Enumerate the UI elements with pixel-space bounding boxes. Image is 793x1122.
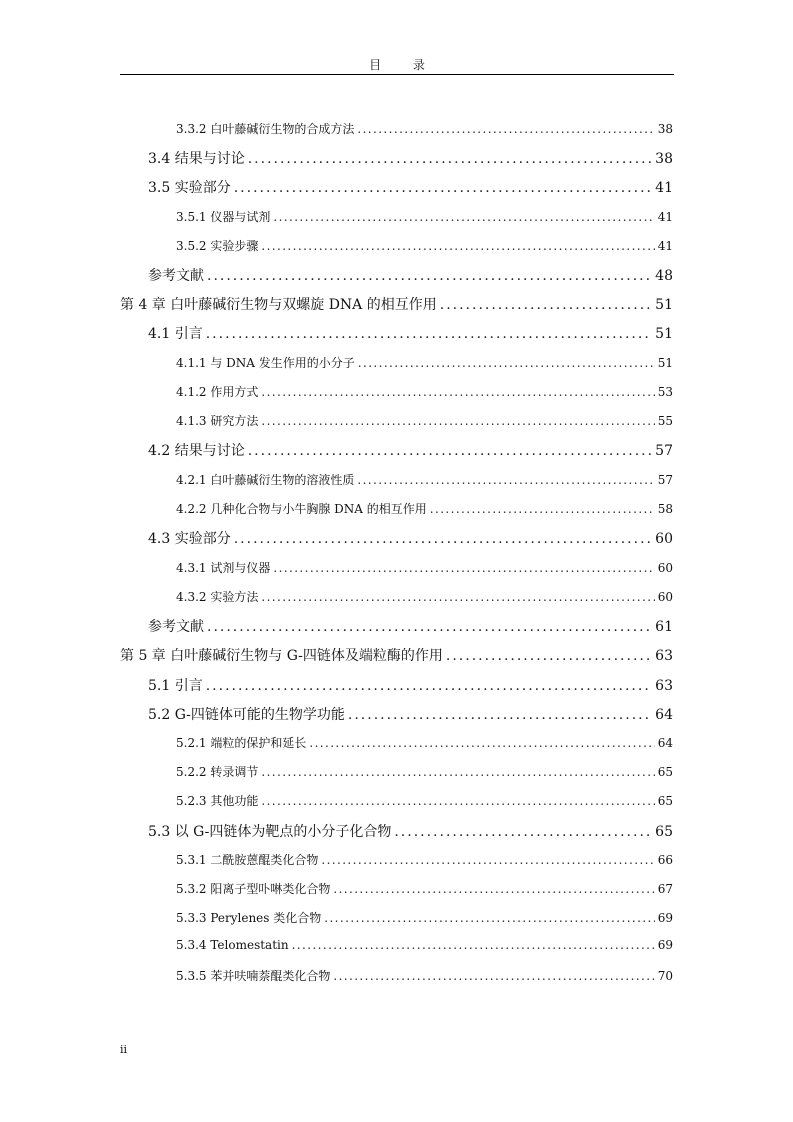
toc-entry[interactable] — [176, 208, 673, 225]
toc-entry[interactable] — [148, 528, 673, 548]
toc-page-number: 51 — [655, 326, 673, 342]
toc-entry[interactable] — [176, 383, 673, 400]
header-divider — [120, 74, 674, 75]
toc-page-number: 69 — [657, 911, 673, 925]
toc-entry-label: 参考文献 — [148, 268, 204, 284]
toc-page-number: 65 — [657, 794, 673, 808]
toc-entry[interactable] — [176, 354, 673, 371]
dot-leader — [234, 531, 652, 547]
toc-entry[interactable] — [176, 967, 673, 984]
toc-entry-label: 5.3.5 苯并呋喃萘醌类化合物 — [176, 969, 331, 983]
dot-leader — [321, 853, 654, 867]
dot-leader — [261, 385, 654, 399]
dot-leader — [273, 561, 654, 575]
toc-page-number: 64 — [657, 736, 673, 750]
toc-page-number: 60 — [657, 590, 673, 604]
toc-page-number: 51 — [655, 297, 673, 313]
dot-leader — [348, 707, 652, 723]
toc-entry[interactable] — [148, 148, 673, 168]
toc-page-number: 67 — [657, 882, 673, 896]
toc-chapter-entry[interactable] — [120, 645, 673, 665]
toc-entry[interactable] — [176, 734, 673, 751]
dot-leader — [261, 765, 654, 779]
dot-leader — [261, 414, 654, 428]
toc-entry[interactable] — [176, 500, 673, 517]
toc-page-number: 63 — [655, 678, 673, 694]
toc-entry-label: 4.1 引言 — [148, 326, 203, 342]
toc-page-number: 64 — [655, 707, 673, 723]
toc-page-number: 60 — [655, 531, 673, 547]
toc-entry[interactable] — [176, 851, 673, 868]
page-header-title: 目 录 — [369, 58, 439, 72]
toc-page-number: 38 — [657, 122, 673, 136]
page-number-footer: ii — [120, 1043, 128, 1056]
toc-entry-label: 第 4 章 白叶藤碱衍生物与双螺旋 DNA 的相互作用 — [120, 297, 437, 313]
toc-entry-label: 4.2.1 白叶藤碱衍生物的溶液性质 — [176, 473, 355, 487]
dot-leader — [394, 824, 652, 840]
toc-page-number: 57 — [657, 473, 673, 487]
toc-page-number: 61 — [655, 619, 673, 635]
toc-entry-label: 3.5.2 实验步骤 — [176, 239, 259, 253]
dot-leader — [446, 648, 652, 664]
dot-leader — [248, 443, 652, 459]
toc-page-number: 66 — [657, 853, 673, 867]
toc-entry-label: 第 5 章 白叶藤碱衍生物与 G-四链体及端粒酶的作用 — [120, 648, 443, 664]
toc-page-number: 41 — [657, 210, 673, 224]
toc-chapter-entry[interactable] — [120, 294, 673, 314]
dot-leader — [333, 882, 654, 896]
toc-entry[interactable] — [148, 704, 673, 724]
toc-entry[interactable] — [176, 412, 673, 429]
toc-entry-label: 5.1 引言 — [148, 678, 203, 694]
toc-entry-label: 5.3.2 阳离子型卟啉类化合物 — [176, 882, 331, 896]
dot-leader — [261, 239, 654, 253]
toc-entry-label: 参考文献 — [148, 619, 204, 635]
toc-entry-label: 5.3.1 二酰胺蒽醌类化合物 — [176, 853, 319, 867]
dot-leader — [234, 180, 652, 196]
toc-entry[interactable] — [148, 821, 673, 841]
toc-entry[interactable] — [176, 792, 673, 809]
dot-leader — [430, 502, 655, 516]
toc-page-number: 41 — [657, 239, 673, 253]
toc-entry-label: 4.1.2 作用方式 — [176, 385, 259, 399]
toc-entry[interactable] — [176, 938, 673, 952]
toc-entry[interactable] — [176, 588, 673, 605]
toc-page-number: 70 — [657, 969, 673, 983]
dot-leader — [207, 268, 652, 284]
toc-entry[interactable] — [148, 440, 673, 460]
dot-leader — [248, 151, 652, 167]
toc-entry[interactable] — [148, 177, 673, 197]
dot-leader — [207, 619, 652, 635]
toc-entry-label: 5.2.2 转录调节 — [176, 765, 259, 779]
toc-entry-label: 4.3.1 试剂与仪器 — [176, 561, 271, 575]
dot-leader — [206, 678, 652, 694]
toc-entry[interactable] — [148, 675, 673, 695]
dot-leader — [206, 326, 652, 342]
toc-entry-label: 3.4 结果与讨论 — [148, 151, 245, 167]
toc-page-number: 48 — [655, 268, 673, 284]
toc-page-number: 58 — [657, 502, 673, 516]
dot-leader — [333, 969, 654, 983]
toc-entry-label: 4.1.1 与 DNA 发生作用的小分子 — [176, 356, 355, 370]
dot-leader — [357, 122, 654, 136]
toc-page-number: 55 — [657, 414, 673, 428]
toc-page-number: 60 — [657, 561, 673, 575]
dot-leader — [357, 473, 654, 487]
dot-leader — [261, 794, 654, 808]
dot-leader — [324, 911, 654, 925]
toc-entry[interactable] — [176, 880, 673, 897]
toc-entry-label: 4.2 结果与讨论 — [148, 443, 245, 459]
toc-page-number: 38 — [655, 151, 673, 167]
toc-entry-label: 3.3.2 白叶藤碱衍生物的合成方法 — [176, 122, 355, 136]
toc-entry-label: 4.1.3 研究方法 — [176, 414, 259, 428]
dot-leader — [273, 210, 654, 224]
toc-page-number: 41 — [655, 180, 673, 196]
toc-entry-label: 3.5.1 仪器与试剂 — [176, 210, 271, 224]
toc-page-number: 65 — [657, 765, 673, 779]
dot-leader — [440, 297, 652, 313]
toc-entry-label: 4.3.2 实验方法 — [176, 590, 259, 604]
toc-page-number: 65 — [655, 824, 673, 840]
dot-leader — [358, 356, 655, 370]
toc-page-number: 51 — [657, 356, 673, 370]
toc-entry[interactable] — [176, 471, 673, 488]
toc-page-number: 69 — [657, 938, 673, 952]
toc-entry-label: 5.2.3 其他功能 — [176, 794, 259, 808]
dot-leader — [261, 590, 654, 604]
toc-page-number: 63 — [655, 648, 673, 664]
toc-page-number: 57 — [655, 443, 673, 459]
toc-entry-label: 5.3.4 Telomestatin — [176, 938, 289, 952]
dot-leader — [309, 736, 654, 750]
toc-entry[interactable] — [176, 909, 673, 926]
toc-entry[interactable] — [176, 559, 673, 576]
toc-entry[interactable] — [176, 763, 673, 780]
toc-entry-label: 5.3.3 Perylenes 类化合物 — [176, 911, 322, 925]
toc-page-number: 53 — [657, 385, 673, 399]
toc-entry[interactable] — [148, 323, 673, 343]
toc-entry-label: 5.3 以 G-四链体为靶点的小分子化合物 — [148, 824, 392, 840]
toc-entry[interactable] — [176, 237, 673, 254]
toc-entry-label: 4.2.2 几种化合物与小牛胸腺 DNA 的相互作用 — [176, 502, 427, 516]
toc-entry[interactable] — [148, 616, 673, 636]
toc-entry-label: 4.3 实验部分 — [148, 531, 231, 547]
dot-leader — [292, 938, 655, 952]
toc-entry[interactable] — [148, 265, 673, 285]
toc-entry-label: 3.5 实验部分 — [148, 180, 231, 196]
toc-entry-label: 5.2 G-四链体可能的生物学功能 — [148, 707, 345, 723]
toc-entry[interactable] — [176, 120, 673, 137]
toc-entry-label: 5.2.1 端粒的保护和延长 — [176, 736, 307, 750]
